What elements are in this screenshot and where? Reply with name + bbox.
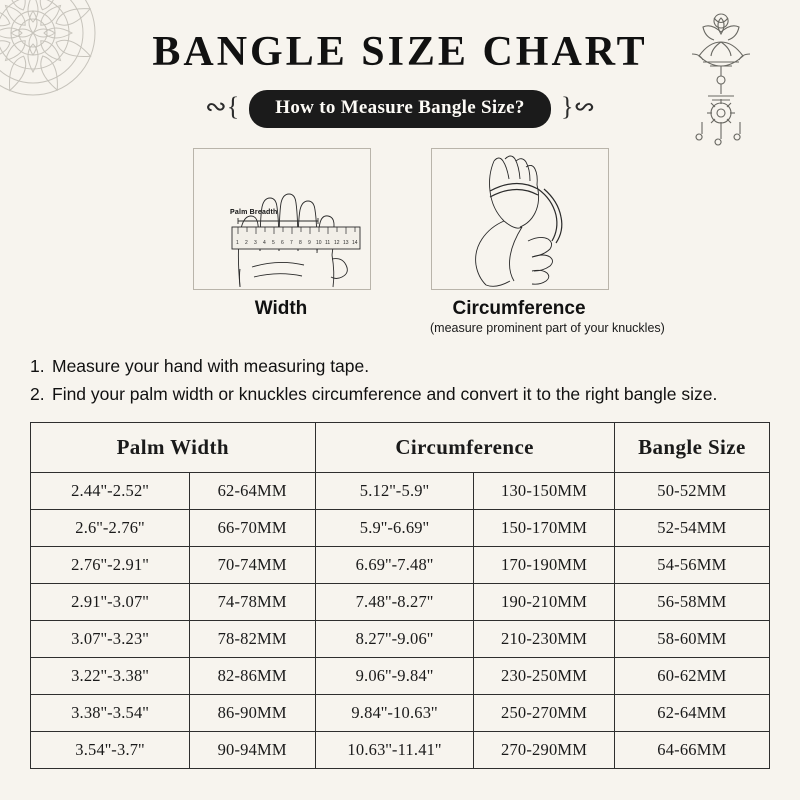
cell-bangle-size: 58-60MM	[614, 620, 769, 657]
instruction-item	[30, 381, 760, 407]
cell-bangle-size: 62-64MM	[614, 694, 769, 731]
cell-circ-inch: 7.48''-8.27''	[315, 583, 474, 620]
table-row	[31, 620, 770, 657]
svg-text:5: 5	[272, 240, 275, 246]
header-bangle-size: Bangle Size	[614, 422, 769, 472]
cell-circ-inch: 8.27''-9.06''	[315, 620, 474, 657]
table-row	[31, 509, 770, 546]
cell-palm-mm: 78-82MM	[189, 620, 315, 657]
size-table-body	[31, 472, 770, 768]
cell-circ-inch: 10.63''-11.41''	[315, 731, 474, 768]
table-row	[31, 583, 770, 620]
svg-text:11: 11	[325, 240, 331, 246]
instruction-item	[30, 353, 760, 379]
cell-circ-mm: 170-190MM	[474, 546, 614, 583]
table-row	[31, 546, 770, 583]
illustration-circumference-caption: Circumference	[452, 298, 586, 319]
instruction-text: Measure your hand with measuring tape.	[52, 356, 370, 376]
cell-circ-inch: 5.9''-6.69''	[315, 509, 474, 546]
flourish-right-icon: ∾{	[560, 92, 595, 121]
cell-palm-inch: 3.07''-3.23''	[31, 620, 190, 657]
svg-text:4: 4	[263, 240, 266, 246]
table-row	[31, 694, 770, 731]
hand-knuckles-tape-icon	[431, 148, 609, 290]
cell-palm-mm: 90-94MM	[189, 731, 315, 768]
cell-palm-mm: 74-78MM	[189, 583, 315, 620]
illustration-circumference-note: (measure prominent part of your knuckles)	[430, 321, 665, 335]
cell-palm-inch: 2.6''-2.76''	[31, 509, 190, 546]
cell-bangle-size: 64-66MM	[614, 731, 769, 768]
cell-palm-inch: 2.44''-2.52''	[31, 472, 190, 509]
cell-bangle-size: 50-52MM	[614, 472, 769, 509]
svg-text:1: 1	[236, 240, 239, 246]
cell-palm-mm: 86-90MM	[189, 694, 315, 731]
cell-circ-mm: 190-210MM	[474, 583, 614, 620]
instructions-list	[30, 353, 760, 408]
size-table-head	[31, 422, 770, 472]
cell-circ-mm: 250-270MM	[474, 694, 614, 731]
illustration-width	[193, 148, 369, 335]
cell-circ-inch: 5.12''-5.9''	[315, 472, 474, 509]
illustration-circumference	[430, 148, 665, 335]
cell-palm-mm: 62-64MM	[189, 472, 315, 509]
svg-text:7: 7	[290, 240, 293, 246]
svg-text:10: 10	[316, 240, 322, 246]
instruction-text: Find your palm width or knuckles circumference and convert it to the right bangle size.	[52, 384, 718, 405]
cell-palm-mm: 66-70MM	[189, 509, 315, 546]
size-table-wrapper	[30, 422, 770, 769]
svg-text:14: 14	[352, 240, 358, 246]
cell-circ-mm: 150-170MM	[474, 509, 614, 546]
size-table	[30, 422, 770, 769]
svg-text:2: 2	[245, 240, 248, 246]
cell-palm-inch: 3.54''-3.7''	[31, 731, 190, 768]
cell-circ-inch: 6.69''-7.48''	[315, 546, 474, 583]
cell-circ-inch: 9.06''-9.84''	[315, 657, 474, 694]
header-circumference: Circumference	[315, 422, 614, 472]
table-header-row	[31, 422, 770, 472]
cell-palm-inch: 2.76''-2.91''	[31, 546, 190, 583]
cell-palm-inch: 3.22''-3.38''	[31, 657, 190, 694]
table-row	[31, 657, 770, 694]
cell-circ-mm: 230-250MM	[474, 657, 614, 694]
instruction-number: 1.	[30, 356, 45, 376]
palm-breadth-label: Palm Breadth	[230, 209, 278, 216]
svg-text:6: 6	[281, 240, 284, 246]
cell-circ-mm: 270-290MM	[474, 731, 614, 768]
table-row	[31, 731, 770, 768]
svg-text:9: 9	[308, 240, 311, 246]
header-palm-width: Palm Width	[31, 422, 316, 472]
cell-bangle-size: 60-62MM	[614, 657, 769, 694]
cell-bangle-size: 52-54MM	[614, 509, 769, 546]
instruction-number: 2.	[30, 384, 45, 405]
hand-palm-ruler-icon	[193, 148, 371, 290]
cell-bangle-size: 54-56MM	[614, 546, 769, 583]
subtitle-row	[0, 90, 800, 128]
svg-text:8: 8	[299, 240, 302, 246]
svg-text:13: 13	[343, 240, 349, 246]
flourish-left-icon: ∾{	[205, 92, 240, 121]
cell-circ-mm: 130-150MM	[474, 472, 614, 509]
cell-palm-inch: 2.91''-3.07''	[31, 583, 190, 620]
cell-bangle-size: 56-58MM	[614, 583, 769, 620]
illustration-width-caption: Width	[254, 298, 308, 319]
subtitle-pill: How to Measure Bangle Size?	[249, 90, 550, 128]
illustrations-row	[0, 148, 800, 335]
page-title: BANGLE SIZE CHART	[152, 29, 648, 75]
cell-palm-mm: 82-86MM	[189, 657, 315, 694]
cell-circ-mm: 210-230MM	[474, 620, 614, 657]
cell-circ-inch: 9.84''-10.63''	[315, 694, 474, 731]
cell-palm-inch: 3.38''-3.54''	[31, 694, 190, 731]
svg-text:3: 3	[254, 240, 257, 246]
table-row	[31, 472, 770, 509]
cell-palm-mm: 70-74MM	[189, 546, 315, 583]
svg-text:12: 12	[334, 240, 340, 246]
